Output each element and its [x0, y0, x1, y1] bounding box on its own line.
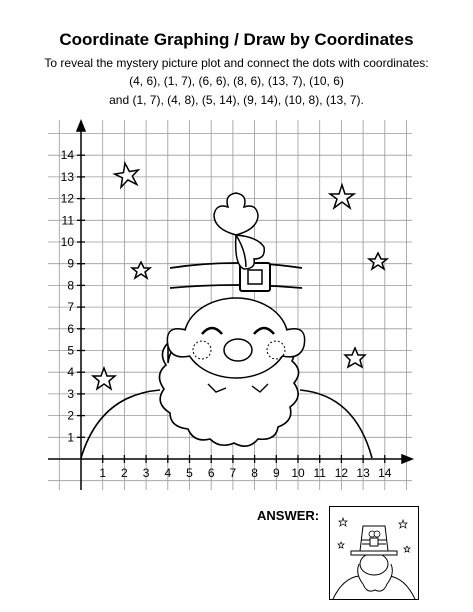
y-tick-label: 14: [60, 148, 74, 163]
x-tick-label: 9: [272, 466, 280, 480]
coordinates-line-2: and (1, 7), (4, 8), (5, 14), (9, 14), (10, 8), (13, 7).: [109, 93, 364, 107]
x-tick-label: 5: [186, 466, 193, 480]
y-tick-label: 4: [67, 365, 74, 380]
x-tick-label: 1: [99, 466, 107, 480]
y-tick-label: 7: [67, 300, 74, 315]
x-tick-label: 12: [334, 466, 349, 480]
coordinates-line-1: (4, 6), (1, 7), (6, 6), (8, 6), (13, 7), (10, 6): [129, 74, 344, 88]
face: [184, 298, 288, 378]
shamrock-icon: [214, 193, 264, 269]
answer-label: ANSWER:: [257, 508, 320, 523]
x-axis-labels: [99, 466, 391, 480]
y-tick-label: 9: [67, 256, 74, 271]
page-title: Coordinate Graphing / Draw by Coordinates: [59, 30, 414, 49]
y-tick-label: 1: [67, 430, 74, 445]
x-tick-label: 6: [207, 466, 215, 480]
instructions-text: To reveal the mystery picture plot and connect the dots with coordinates:: [44, 56, 429, 70]
y-tick-label: 8: [67, 278, 74, 293]
x-tick-label: 14: [378, 466, 392, 480]
x-tick-label: 7: [229, 466, 237, 480]
answer-thumbnail: [329, 506, 419, 600]
y-tick-label: 13: [60, 169, 74, 184]
nose: [224, 339, 252, 361]
y-tick-label: 6: [67, 321, 74, 336]
x-tick-label: 4: [164, 466, 172, 480]
y-tick-label: 2: [67, 408, 74, 423]
y-tick-label: 12: [60, 191, 74, 206]
x-tick-label: 11: [313, 466, 326, 480]
x-tick-label: 2: [121, 466, 128, 480]
y-tick-label: 10: [60, 235, 74, 249]
y-tick-label: 5: [67, 343, 74, 358]
y-tick-label: 3: [67, 386, 74, 401]
x-tick-label: 10: [291, 466, 305, 480]
x-tick-label: 3: [142, 466, 150, 480]
y-tick-label: 11: [61, 213, 74, 228]
x-tick-label: 13: [356, 466, 370, 480]
hat-buckle-inner: [248, 270, 262, 284]
x-tick-label: 8: [251, 466, 258, 480]
y-axis-labels: [61, 148, 75, 444]
